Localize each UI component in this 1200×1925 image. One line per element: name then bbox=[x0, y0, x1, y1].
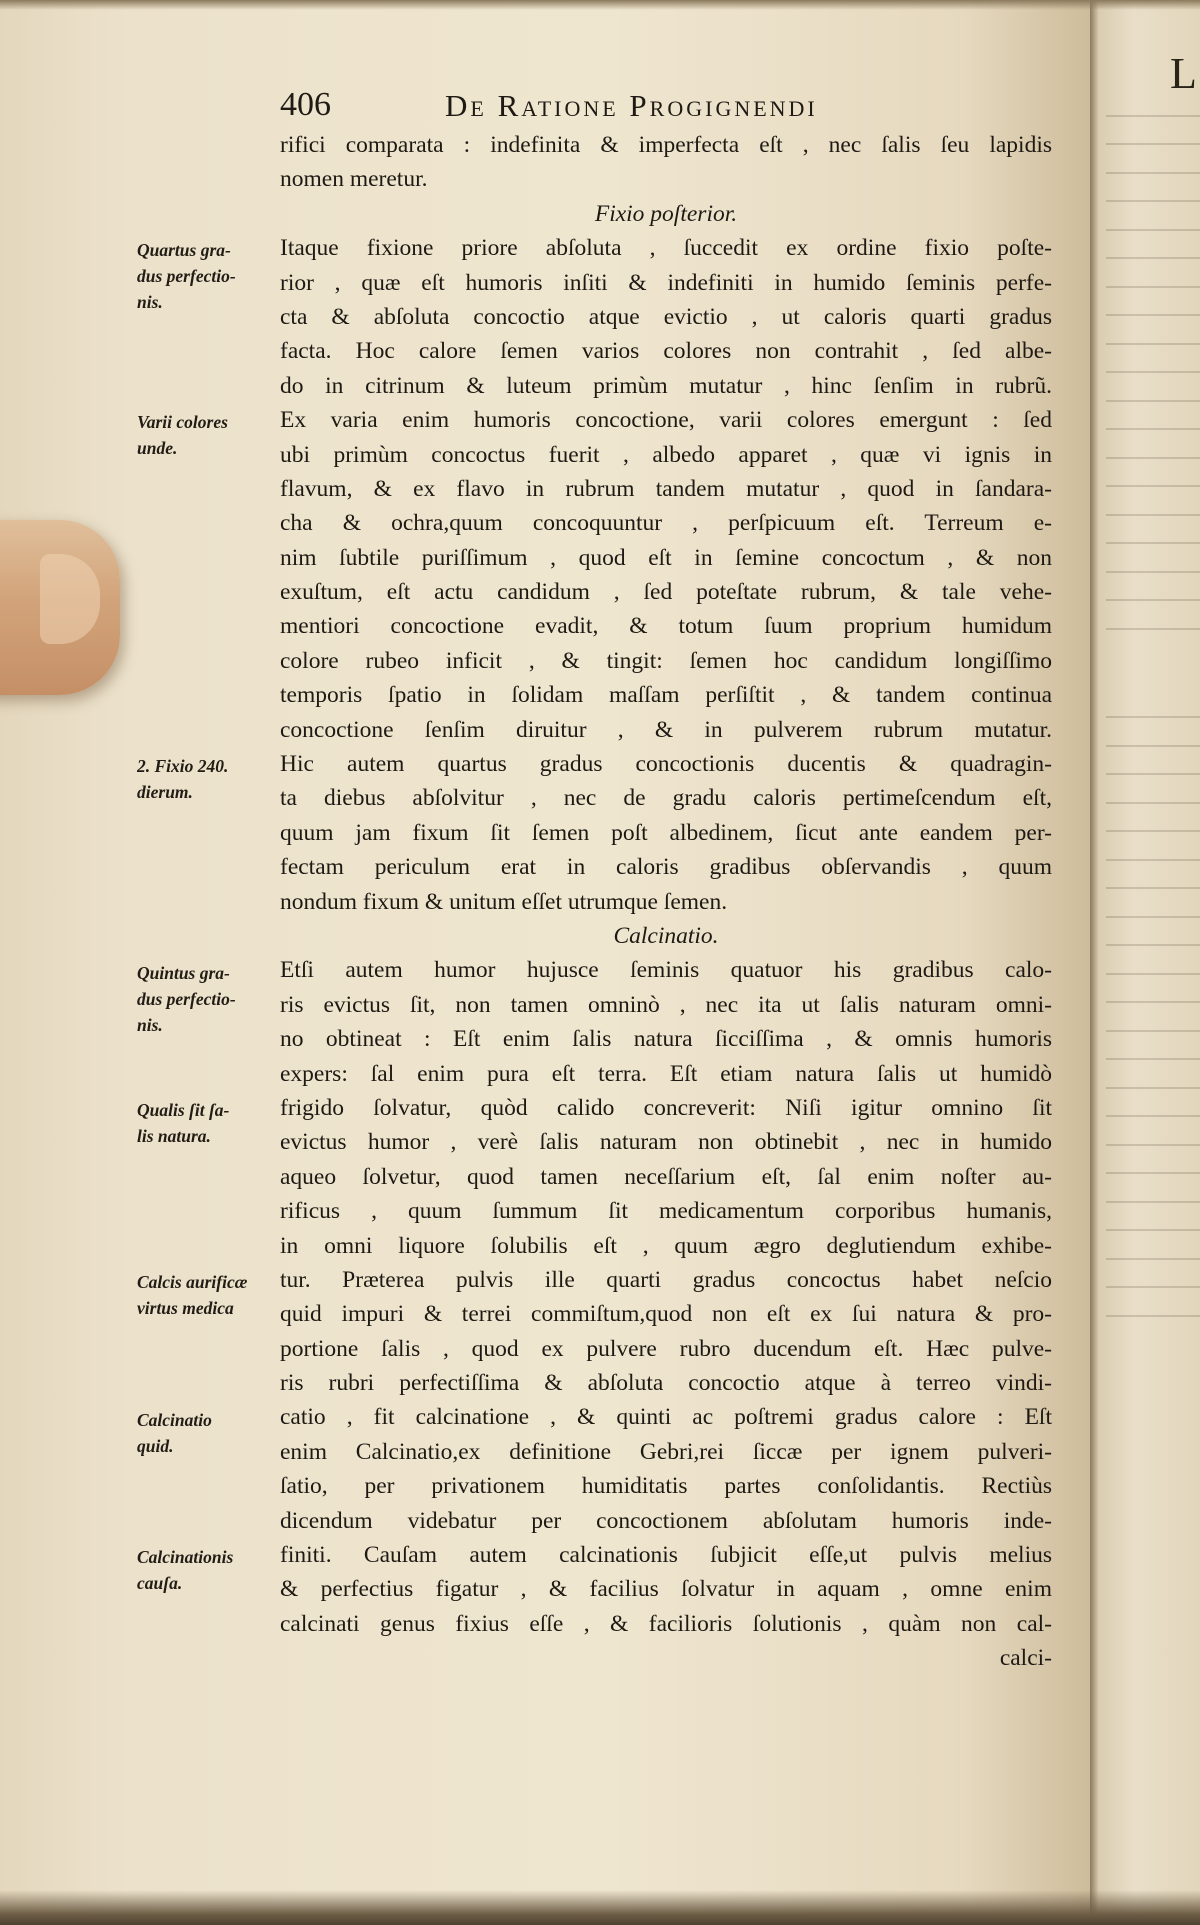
facing-page-header-letter: L bbox=[1170, 49, 1197, 98]
margin-note-line: Varii colores bbox=[137, 412, 228, 433]
facing-page-edge bbox=[1090, 0, 1200, 1925]
text-line: concoctione ſenſim diruitur , & in pulverem rubrum mutatur. bbox=[280, 716, 1052, 743]
text-line: rior , quæ eſt humoris inſiti & indefiniti in humido ſeminis perfe- bbox=[280, 269, 1052, 296]
margin-note-line: 2. Fixio 240. bbox=[137, 756, 229, 777]
text-line: quum jam fixum ſit ſemen poſt albedinem, ſicut ante eandem per- bbox=[280, 819, 1052, 846]
text-line: Etſi autem humor hujusce ſeminis quatuor his gradibus calo- bbox=[280, 957, 1052, 984]
page-header bbox=[280, 86, 1060, 130]
text-line: no obtineat : Eſt enim ſalis natura ſicciſſima , & omnis humoris bbox=[280, 1026, 1052, 1053]
text-line: temporis ſpatio in ſolidam maſſam perſiſtit , & tandem continua bbox=[280, 682, 1052, 709]
text-line: frigido ſolvatur, quòd calido concreverit: Niſi igitur omnino ſit bbox=[280, 1094, 1052, 1121]
catchword: calci- bbox=[999, 1645, 1052, 1672]
text-line: nondum fixum & unitum eſſet utrumque ſemen. bbox=[280, 888, 728, 915]
margin-note-line: Quintus gra- bbox=[137, 962, 230, 983]
margin-note-line: nis. bbox=[137, 292, 163, 313]
text-line: rificus , quum ſummum ſit medicamentum corporibus humanis, bbox=[280, 1198, 1052, 1225]
page-number: 406 bbox=[280, 86, 331, 123]
margin-note-line: dierum. bbox=[137, 782, 193, 803]
margin-note-line: cauſa. bbox=[137, 1573, 183, 1594]
text-line: cha & ochra,quum concoquuntur , perſpicuum eſt. Terreum e- bbox=[280, 510, 1052, 537]
margin-note bbox=[137, 960, 282, 1038]
text-line: expers: ſal enim pura eſt terra. Eſt etiam natura ſalis ut humidò bbox=[280, 1060, 1052, 1087]
text-line: ſatio, per privationem humiditatis partes conſolidantis. Rectiùs bbox=[280, 1473, 1052, 1500]
text-line: Hic autem quartus gradus concoctionis ducentis & quadragin- bbox=[280, 751, 1052, 778]
text-line: rifici comparata : indefinita & imperfecta eſt , nec ſalis ſeu lapidis bbox=[280, 132, 1052, 158]
text-line: mentiori concoctione evadit, & totum ſuum proprium humidum bbox=[280, 613, 1052, 640]
margin-note bbox=[137, 409, 282, 461]
margin-note-line: dus perfectio- bbox=[137, 266, 236, 287]
text-line: flavum, & ex flavo in rubrum tandem mutatur , quod in ſandara- bbox=[280, 475, 1052, 502]
section-heading: Fixio poſterior. bbox=[594, 200, 738, 227]
margin-note-line: Qualis ſit ſa- bbox=[137, 1100, 230, 1121]
text-line: catio , fit calcinatione , & quinti ac poſtremi gradus calore : Eſt bbox=[280, 1404, 1052, 1431]
text-line: do in citrinum & luteum primùm mutatur , hinc ſenſim in rubrũ. bbox=[280, 372, 1052, 399]
margin-note-line: lis natura. bbox=[137, 1126, 211, 1147]
text-line: Itaque fixione priore abſoluta , ſuccedit ex ordine fixio poſte- bbox=[280, 235, 1052, 262]
text-line: cta & abſoluta concoctio atque evictio , ut caloris quarti gradus bbox=[280, 303, 1052, 330]
margin-note bbox=[137, 237, 282, 315]
running-title: De Ratione Progignendi bbox=[445, 88, 818, 123]
text-line: calcinati genus fixius eſſe , & facilioris ſolutionis , quàm non cal- bbox=[280, 1610, 1052, 1637]
text-line: ta diebus abſolvitur , nec de gradu caloris pertimeſcendum eſt, bbox=[280, 785, 1052, 812]
margin-note-line: Calcinatio bbox=[137, 1409, 212, 1430]
text-line: facta. Hoc calore ſemen varios colores non contrahit , ſed albe- bbox=[280, 338, 1052, 365]
text-line: Ex varia enim humoris concoctione, varii colores emergunt : ſed bbox=[280, 407, 1052, 434]
margin-note-line: nis. bbox=[137, 1014, 163, 1035]
main-text-column bbox=[280, 128, 1052, 1676]
text-line: nim ſubtile puriſſimum , quod eſt in ſemine concoctum , & non bbox=[280, 544, 1052, 571]
margin-note bbox=[137, 1407, 282, 1459]
text-line: exuſtum, eſt actu candidum , ſed poteſtate rubrum, & tale vehe- bbox=[280, 579, 1052, 606]
text-line: ubi primùm concoctus fuerit , albedo apparet , quæ vi ignis in bbox=[280, 441, 1052, 468]
margin-note-line: quid. bbox=[137, 1435, 174, 1456]
text-line: finiti. Cauſam autem calcinationis ſubjicit eſſe,ut pulvis melius bbox=[280, 1542, 1052, 1569]
section-heading: Calcinatio. bbox=[613, 922, 719, 949]
text-line: portione ſalis , quod ex pulvere rubro ducendum eſt. Hæc pulve- bbox=[280, 1335, 1052, 1362]
margin-note-line: unde. bbox=[137, 438, 178, 459]
margin-note bbox=[137, 1269, 282, 1321]
text-line: colore rubeo inficit , & tingit: ſemen hoc candidum longiſſimo bbox=[280, 647, 1052, 674]
margin-note bbox=[137, 1097, 282, 1149]
text-line: quid impuri & terrei commiſtum,quod non eſt ex ſui natura & pro- bbox=[280, 1301, 1052, 1328]
text-line: ris rubri perfectiſſima & abſoluta concoctio atque à terreo vindi- bbox=[280, 1370, 1052, 1397]
text-line: dicendum videbatur per concoctionem abſolutam humoris inde- bbox=[280, 1507, 1052, 1534]
margin-note-line: Quartus gra- bbox=[137, 240, 231, 261]
text-line: tur. Præterea pulvis ille quarti gradus concoctus habet neſcio bbox=[280, 1266, 1052, 1293]
margin-note bbox=[137, 1544, 282, 1596]
text-line: in omni liquore ſolubilis eſt , quum ægro deglutiendum exhibe- bbox=[280, 1232, 1052, 1259]
text-line: aqueo ſolvetur, quod tamen neceſſarium eſt, ſal enim noſter au- bbox=[280, 1163, 1052, 1190]
thumb-holding-page bbox=[0, 520, 120, 695]
text-line: evictus humor , verè ſalis naturam non obtinebit , nec in humido bbox=[280, 1129, 1052, 1156]
margin-note-line: virtus medica bbox=[137, 1298, 234, 1319]
margin-note bbox=[137, 753, 282, 805]
text-line: & perfectius figatur , & facilius ſolvatur in aquam , omne enim bbox=[280, 1576, 1052, 1603]
margin-note-line: Calcinationis bbox=[137, 1547, 234, 1568]
text-line: fectam periculum erat in caloris gradibus obſervandis , quum bbox=[280, 854, 1052, 881]
text-line: enim Calcinatio,ex definitione Gebri,rei ſiccæ per ignem pulveri- bbox=[280, 1438, 1052, 1465]
text-line: nomen meretur. bbox=[280, 166, 428, 193]
facing-page-text-fragments bbox=[1090, 88, 1200, 1317]
margin-note-line: dus perfectio- bbox=[137, 988, 236, 1009]
text-line: ris evictus ſit, non tamen omninò , nec ita ut ſalis naturam omni- bbox=[280, 991, 1052, 1018]
margin-note-line: Calcis aurificæ bbox=[137, 1272, 248, 1293]
